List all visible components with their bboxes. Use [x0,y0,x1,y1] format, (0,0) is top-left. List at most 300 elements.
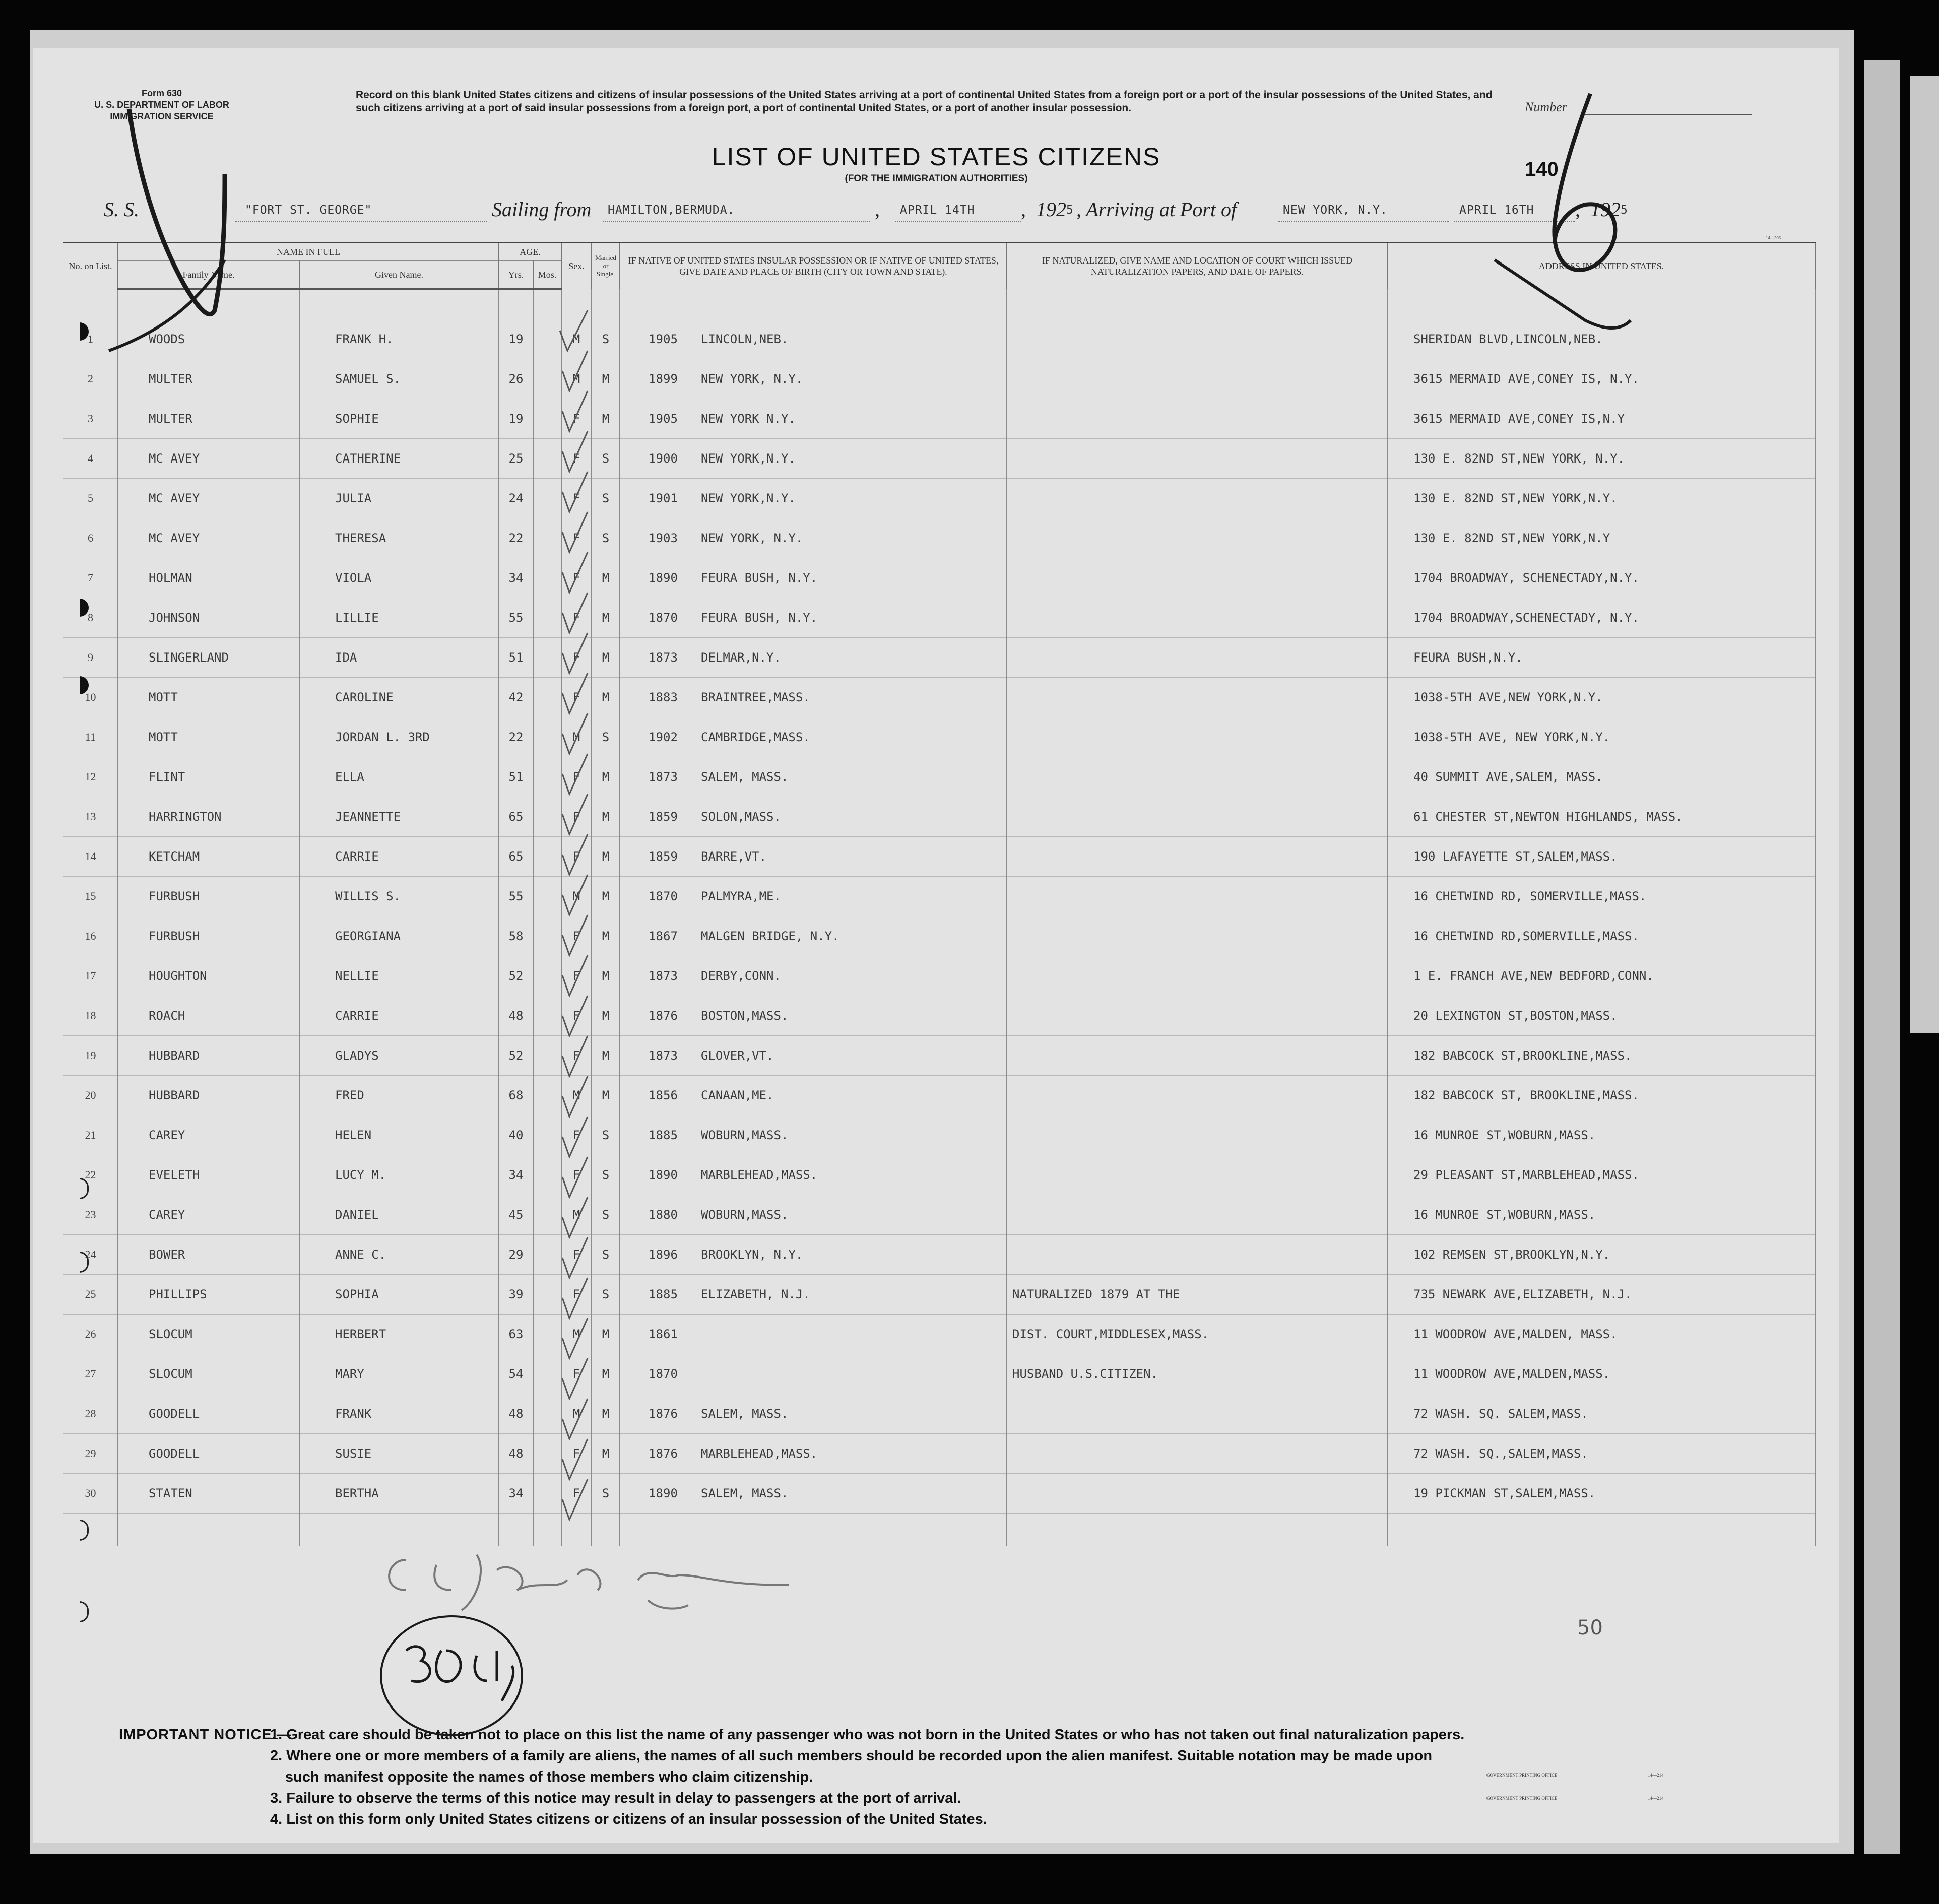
sex-cell: F [561,797,592,837]
address-cell: SHERIDAN BLVD,LINCOLN,NEB. [1388,319,1815,359]
intro-instructions: Record on this blank United States citizens and citizens of insular possessions of the United States arriving at a port of continental United States from a foreign port or a port of the insular possessions of the United States, and such citizens arriving at a port of said insular possessions from a foreign port, a port of continental United States, or a port of another insular possession. [356,89,1493,114]
yrs-cell: 55 [499,877,533,916]
given-cell: SUSIE [299,1434,499,1474]
sex-cell: F [561,558,592,598]
table-row [63,757,1815,797]
given-cell: NELLIE [299,956,499,996]
birth-cell [620,1195,1007,1235]
arriving-label: , Arriving at Port of [1076,198,1237,221]
blank-cell [118,289,299,319]
birth-cell [620,877,1007,916]
sex-cell: F [561,1235,592,1275]
birth-place: MARBLEHEAD,MASS. [701,1168,818,1182]
underlying-page-strip [1910,76,1939,1033]
address-cell: 130 E. 82ND ST,NEW YORK, N.Y. [1388,439,1815,479]
months-cell [533,837,561,877]
address-cell: 3615 MERMAID AVE,CONEY IS, N.Y. [1388,359,1815,399]
given-cell: GEORGIANA [299,916,499,956]
no-cell: 3 [63,399,118,439]
yrs-cell: 52 [499,1036,533,1076]
months-cell [533,558,561,598]
table-row [63,638,1815,678]
months-cell [533,1434,561,1474]
page-title: LIST OF UNITED STATES CITIZENS [712,143,1161,171]
address-cell: 16 MUNROE ST,WOBURN,MASS. [1388,1195,1815,1235]
family-cell: CAREY [118,1195,299,1235]
table-row [63,1354,1815,1394]
ms-cell: M [592,757,620,797]
sex-cell: F [561,1115,592,1155]
no-cell: 18 [63,996,118,1036]
no-cell: 22 [63,1155,118,1195]
blank-cell [1388,1514,1815,1546]
sex-cell: F [561,1354,592,1394]
col-header-months: Mos. [533,261,561,289]
given-cell: HELEN [299,1115,499,1155]
binder-hole [80,1601,89,1622]
months-cell [533,598,561,638]
service-name: IMMIGRATION SERVICE [110,111,214,121]
manifest-sheet [33,48,1839,1843]
family-cell: GOODELL [118,1434,299,1474]
ms-cell: S [592,1115,620,1155]
naturalized-cell: DIST. COURT,MIDDLESEX,MASS. [1007,1315,1388,1354]
table-row [63,1434,1815,1474]
notice-item-2-continued: such manifest opposite the names of those members who claim citizenship. [285,1769,813,1785]
months-cell [533,359,561,399]
months-cell [533,319,561,359]
birth-cell [620,319,1007,359]
birth-cell [620,399,1007,439]
birth-place: NEW YORK,N.Y. [701,491,796,505]
address-cell: 19 PICKMAN ST,SALEM,MASS. [1388,1474,1815,1514]
col-header-married-single: Married or Single. [592,243,620,289]
yrs-cell: 19 [499,319,533,359]
blank-cell [620,289,1007,319]
blank-cell [561,289,592,319]
table-row [63,1076,1815,1115]
birth-year: 1876 [649,1009,678,1023]
ship-name: "FORT ST. GEORGE" [245,204,372,217]
ms-cell: S [592,1195,620,1235]
sex-cell: M [561,1394,592,1434]
table-row [63,399,1815,439]
family-cell: MC AVEY [118,479,299,518]
naturalized-cell [1007,877,1388,916]
arrival-year-prefix: 192 [1590,198,1621,221]
naturalized-cell [1007,1434,1388,1474]
no-cell: 2 [63,359,118,399]
months-cell [533,1036,561,1076]
yrs-cell: 48 [499,1394,533,1434]
blank-cell [1007,1514,1388,1546]
col-header-sex: Sex. [561,243,592,289]
printer-imprint: GOVERNMENT PRINTING OFFICE [1486,1772,1558,1778]
birth-place: GLOVER,VT. [701,1048,774,1063]
birth-cell [620,1394,1007,1434]
no-cell: 15 [63,877,118,916]
yrs-cell: 24 [499,479,533,518]
ms-cell: S [592,518,620,558]
naturalized-cell [1007,1076,1388,1115]
birth-cell [620,518,1007,558]
sex-cell: F [561,598,592,638]
ms-cell: M [592,638,620,678]
naturalized-cell [1007,956,1388,996]
address-cell: 72 WASH. SQ.,SALEM,MASS. [1388,1434,1815,1474]
birth-place: BROOKLYN, N.Y. [701,1248,803,1262]
no-cell: 20 [63,1076,118,1115]
ms-cell: M [592,1315,620,1354]
notice-heading: IMPORTANT NOTICE.— [119,1727,292,1743]
birth-cell [620,1115,1007,1155]
no-cell: 19 [63,1036,118,1076]
naturalized-cell [1007,837,1388,877]
birth-year: 1870 [649,1367,678,1381]
blank-cell [561,1514,592,1546]
total-count: 50 [1577,1616,1603,1639]
address-cell: 1038-5TH AVE, NEW YORK,N.Y. [1388,717,1815,757]
no-cell: 11 [63,717,118,757]
naturalized-cell [1007,1235,1388,1275]
ms-cell: M [592,877,620,916]
ms-cell: S [592,479,620,518]
family-cell: HUBBARD [118,1036,299,1076]
family-cell: BOWER [118,1235,299,1275]
birth-place: FEURA BUSH, N.Y. [701,571,818,585]
notice-item-2: 2. Where one or more members of a family are aliens, the names of all such members should be recorded upon the alien manifest. Suitable notation may be made upon [270,1748,1433,1764]
birth-cell [620,1434,1007,1474]
address-cell: 16 MUNROE ST,WOBURN,MASS. [1388,1115,1815,1155]
department-name: U. S. DEPARTMENT OF LABOR [94,100,229,110]
col-header-naturalized: IF NATURALIZED, GIVE NAME AND LOCATION OF COURT WHICH ISSUED NATURALIZATION PAPERS, AND DATE OF PAPERS. [1007,243,1388,289]
birth-cell [620,717,1007,757]
count-stamp-handwriting [406,1647,513,1701]
given-cell: JULIA [299,479,499,518]
birth-place: PALMYRA,ME. [701,889,781,903]
yrs-cell: 19 [499,399,533,439]
table-row [63,1115,1815,1155]
col-header-name-in-full: NAME IN FULL [118,243,499,261]
months-cell [533,1235,561,1275]
birth-year: 1873 [649,1048,678,1063]
no-cell: 26 [63,1315,118,1354]
months-cell [533,1115,561,1155]
address-cell: 16 CHETWIND RD, SOMERVILLE,MASS. [1388,877,1815,916]
ms-cell: M [592,678,620,717]
family-cell: MULTER [118,399,299,439]
departure-date: APRIL 14TH [900,204,975,217]
family-cell: WOODS [118,319,299,359]
naturalized-cell [1007,678,1388,717]
months-cell [533,877,561,916]
birth-year: 1870 [649,611,678,625]
months-cell [533,1394,561,1434]
yrs-cell: 34 [499,558,533,598]
sex-cell: F [561,479,592,518]
naturalized-cell [1007,996,1388,1036]
birth-cell [620,598,1007,638]
months-cell [533,956,561,996]
birth-cell [620,1155,1007,1195]
comma-separator-2: , [1021,198,1026,221]
given-cell: SAMUEL S. [299,359,499,399]
sex-cell: M [561,1315,592,1354]
table-row [63,717,1815,757]
ms-cell: M [592,1036,620,1076]
sex-cell: F [561,1275,592,1315]
family-cell: JOHNSON [118,598,299,638]
birth-place: CAMBRIDGE,MASS. [701,730,810,744]
birth-year: 1873 [649,969,678,983]
table-row [63,1235,1815,1275]
birth-year: 1900 [649,451,678,466]
blank-row [63,289,1815,319]
no-cell: 10 [63,678,118,717]
passenger-rows [63,289,1815,1546]
birth-cell [620,837,1007,877]
birth-place: NEW YORK N.Y. [701,412,796,426]
sex-cell: F [561,1036,592,1076]
family-cell: GOODELL [118,1394,299,1434]
col-header-no: No. on List. [63,243,118,289]
birth-cell [620,797,1007,837]
naturalized-cell [1007,479,1388,518]
naturalized-cell [1007,1394,1388,1434]
naturalized-cell [1007,757,1388,797]
yrs-cell: 58 [499,916,533,956]
family-cell: CAREY [118,1115,299,1155]
ship-name-line [235,221,487,222]
table-row [63,1275,1815,1315]
months-cell [533,678,561,717]
sex-cell: M [561,359,592,399]
given-cell: DANIEL [299,1195,499,1235]
table-row [63,518,1815,558]
birth-year: 1859 [649,810,678,824]
yrs-cell: 22 [499,518,533,558]
table-row [63,877,1815,916]
blank-cell [299,289,499,319]
no-cell: 9 [63,638,118,678]
family-cell: SLOCUM [118,1354,299,1394]
birth-place: DERBY,CONN. [701,969,781,983]
no-cell: 29 [63,1434,118,1474]
family-cell: HOUGHTON [118,956,299,996]
naturalized-cell [1007,638,1388,678]
no-cell: 23 [63,1195,118,1235]
ms-cell: S [592,1474,620,1514]
col-header-given-name: Given Name. [299,261,499,289]
birth-cell [620,1315,1007,1354]
no-cell: 5 [63,479,118,518]
voyage-ref-code: 14—205 [1766,236,1781,240]
table-row [63,359,1815,399]
sex-cell: M [561,1076,592,1115]
birth-cell [620,757,1007,797]
birth-year: 1905 [649,332,678,346]
birth-place: LINCOLN,NEB. [701,332,789,346]
family-cell: FLINT [118,757,299,797]
months-cell [533,757,561,797]
yrs-cell: 55 [499,598,533,638]
address-cell: 190 LAFAYETTE ST,SALEM,MASS. [1388,837,1815,877]
ms-cell: M [592,558,620,598]
months-cell [533,1076,561,1115]
voyage-line [33,198,1839,223]
ms-cell: M [592,797,620,837]
sex-cell: F [561,1474,592,1514]
given-cell: ANNE C. [299,1235,499,1275]
birth-place: SOLON,MASS. [701,810,781,824]
given-cell: FRANK [299,1394,499,1434]
months-cell [533,797,561,837]
birth-place: MARBLEHEAD,MASS. [701,1447,818,1461]
blank-cell [118,1514,299,1546]
months-cell [533,399,561,439]
birth-place: NEW YORK, N.Y. [701,372,803,386]
count-circle [381,1616,522,1735]
ms-cell: S [592,319,620,359]
col-header-age: AGE. [499,243,561,261]
birth-year: 1890 [649,571,678,585]
sailing-from-label: Sailing from [492,198,592,221]
table-row [63,797,1815,837]
yrs-cell: 51 [499,757,533,797]
birth-cell [620,1275,1007,1315]
family-cell: KETCHAM [118,837,299,877]
yrs-cell: 65 [499,837,533,877]
no-cell: 13 [63,797,118,837]
printer-imprint-2: GOVERNMENT PRINTING OFFICE [1486,1796,1558,1801]
ms-cell: S [592,439,620,479]
ms-cell: M [592,1434,620,1474]
birth-year: 1885 [649,1287,678,1301]
from-port-line [603,221,870,222]
no-cell: 17 [63,956,118,996]
naturalized-cell [1007,319,1388,359]
sex-cell: F [561,916,592,956]
notice-item-4: 4. List on this form only United States citizens or citizens of an insular possession of the United States. [270,1811,987,1827]
address-cell: 182 BABCOCK ST, BROOKLINE,MASS. [1388,1076,1815,1115]
no-cell: 14 [63,837,118,877]
months-cell [533,717,561,757]
blank-cell [533,1514,561,1546]
arrival-date: APRIL 16TH [1459,204,1534,217]
birth-place: SALEM, MASS. [701,1486,789,1500]
months-cell [533,1315,561,1354]
arrival-port: NEW YORK, N.Y. [1283,204,1388,217]
birth-year: 1885 [649,1128,678,1142]
birth-year: 1905 [649,412,678,426]
birth-place: FEURA BUSH, N.Y. [701,611,818,625]
printer-code: 14—214 [1648,1772,1664,1778]
yrs-cell: 29 [499,1235,533,1275]
birth-cell [620,479,1007,518]
given-cell: LUCY M. [299,1155,499,1195]
birth-year: 1870 [649,889,678,903]
birth-year: 1901 [649,491,678,505]
no-cell: 24 [63,1235,118,1275]
inspector-signature [389,1555,789,1610]
no-cell: 27 [63,1354,118,1394]
address-cell: 1704 BROADWAY, SCHENECTADY,N.Y. [1388,558,1815,598]
blank-cell [620,1514,1007,1546]
no-cell: 28 [63,1394,118,1434]
number-field-line [1585,114,1752,115]
birth-year: 1899 [649,372,678,386]
passenger-table [63,242,1816,1546]
sex-cell: F [561,678,592,717]
family-cell: MC AVEY [118,439,299,479]
address-cell: 735 NEWARK AVE,ELIZABETH, N.J. [1388,1275,1815,1315]
naturalized-cell [1007,558,1388,598]
ms-cell: M [592,359,620,399]
yrs-cell: 54 [499,1354,533,1394]
address-cell: 11 WOODROW AVE,MALDEN, MASS. [1388,1315,1815,1354]
page-number: 140 [1525,158,1559,180]
sex-cell: F [561,399,592,439]
address-cell: 102 REMSEN ST,BROOKLYN,N.Y. [1388,1235,1815,1275]
notice-item-1: 1. Great care should be taken not to place on this list the name of any passenger who was not born in the United States or who has not taken out final naturalization papers. [270,1727,1465,1743]
given-cell: CARRIE [299,996,499,1036]
family-cell: FURBUSH [118,916,299,956]
blank-cell [592,289,620,319]
no-cell: 8 [63,598,118,638]
address-cell: 20 LEXINGTON ST,BOSTON,MASS. [1388,996,1815,1036]
birth-year: 1902 [649,730,678,744]
ms-cell: M [592,1354,620,1394]
birth-place: BARRE,VT. [701,849,767,864]
address-cell: 1704 BROADWAY,SCHENECTADY, N.Y. [1388,598,1815,638]
sex-cell: F [561,996,592,1036]
given-cell: JEANNETTE [299,797,499,837]
table-row [63,319,1815,359]
blank-cell [1007,289,1388,319]
birth-place: ELIZABETH, N.J. [701,1287,810,1301]
table-row [63,1036,1815,1076]
comma-separator: , [875,198,880,221]
no-cell: 12 [63,757,118,797]
depart-date-line [895,221,1021,222]
birth-cell [620,1076,1007,1115]
months-cell [533,1155,561,1195]
given-cell: MARY [299,1354,499,1394]
col-header-years: Yrs. [499,261,533,289]
birth-year: 1876 [649,1407,678,1421]
no-cell: 6 [63,518,118,558]
birth-year: 1873 [649,650,678,665]
sex-cell: F [561,518,592,558]
naturalized-cell [1007,439,1388,479]
col-header-family-name: Family Name. [118,261,299,289]
sex-cell: F [561,638,592,678]
months-cell [533,1275,561,1315]
family-cell: EVELETH [118,1155,299,1195]
table-row [63,558,1815,598]
months-cell [533,439,561,479]
arrival-year-digit: 5 [1621,204,1628,217]
sex-cell: M [561,877,592,916]
birth-place: WOBURN,MASS. [701,1208,789,1222]
birth-cell [620,996,1007,1036]
naturalized-cell [1007,1195,1388,1235]
sex-cell: F [561,1155,592,1195]
family-cell: SLOCUM [118,1315,299,1354]
table-row [63,598,1815,638]
yrs-cell: 63 [499,1315,533,1354]
address-cell: 29 PLEASANT ST,MARBLEHEAD,MASS. [1388,1155,1815,1195]
